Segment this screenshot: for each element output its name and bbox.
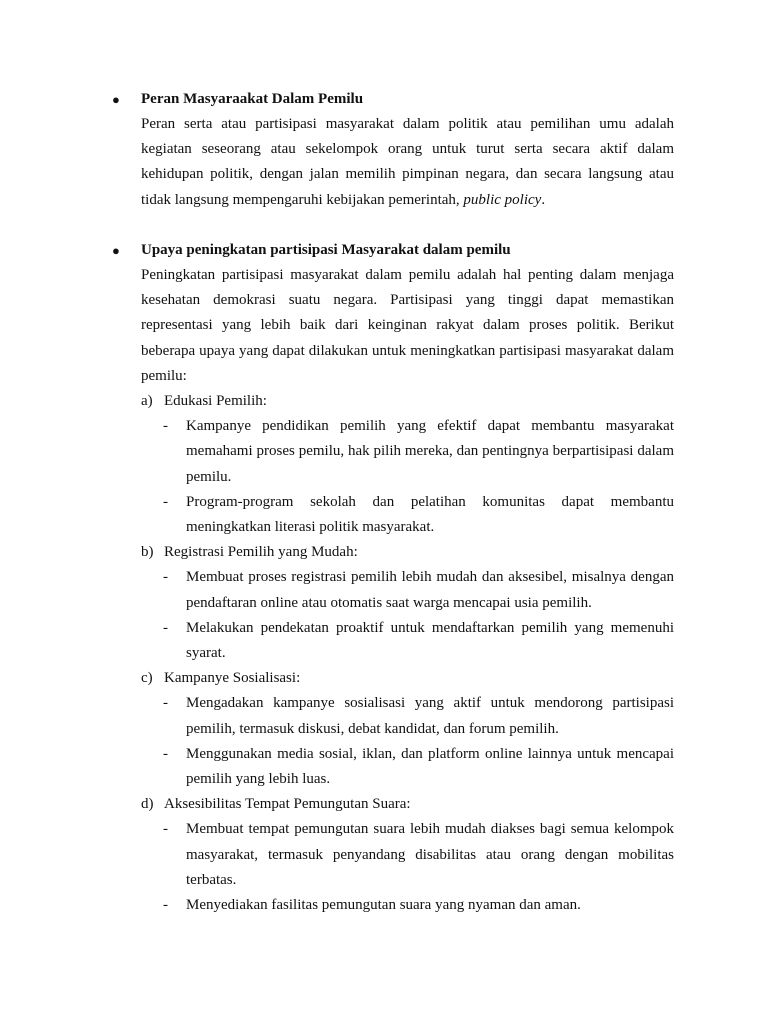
list-item-title: Kampanye Sosialisasi: (164, 670, 301, 687)
list-item-title: Aksesibilitas Tempat Pemungutan Suara: (164, 796, 411, 813)
list-marker: a) (141, 393, 153, 410)
sub-point-text: Membuat tempat pemungutan suara lebih mudah diakses bagi semua kelompok masyarakat, termasuk penyandang disabilitas atau orang dengan mobilitas terbatas. (186, 821, 674, 888)
sub-point (141, 817, 674, 893)
section-heading (112, 238, 674, 263)
sub-point-text: Membuat proses registrasi pemilih lebih mudah dan aksesibel, misalnya dengan pendaftaran online atau otomatis saat warga mencapai usia pemilih. (186, 569, 674, 611)
dash-marker: - (163, 695, 168, 712)
sub-point-text: Kampanye pendidikan pemilih yang efektif dapat membantu masyarakat memahami proses pemilu, hak pilih mereka, dan pentingnya berpartisipasi dalam pemilu. (186, 418, 674, 485)
sub-point (141, 742, 674, 792)
section-peran-masyarakat (112, 87, 674, 213)
list-marker: d) (141, 796, 154, 813)
bullet-icon: ● (112, 92, 120, 107)
dash-marker: - (163, 897, 168, 914)
sub-point (141, 565, 674, 615)
list-marker: b) (141, 544, 154, 561)
sub-point-text: Mengadakan kampanye sosialisasi yang aktif untuk mendorong partisipasi pemilih, termasuk diskusi, debat kandidat, dan forum pemilih. (186, 695, 674, 737)
list-marker: c) (141, 670, 153, 687)
dash-marker: - (163, 569, 168, 586)
sub-point (141, 414, 674, 490)
paragraph-end: . (541, 191, 546, 208)
list-item (141, 666, 674, 691)
dash-marker: - (163, 745, 168, 762)
italic-term: public policy (463, 191, 542, 208)
section-paragraph (141, 112, 674, 213)
heading-text: Peran Masyaraakat Dalam Pemilu (141, 91, 364, 107)
list-item-title: Registrasi Pemilih yang Mudah: (164, 544, 358, 561)
sub-point (141, 490, 674, 540)
sub-point (141, 691, 674, 741)
dash-marker: - (163, 619, 168, 636)
list-item (141, 389, 674, 414)
list-item-title: Edukasi Pemilih: (164, 393, 267, 410)
dash-marker: - (163, 821, 168, 838)
paragraph-text: Peran serta atau partisipasi masyarakat dalam politik atau pemilihan umu adalah kegiatan seseorang atau sekelompok orang untuk turut serta secara aktif dalam kehidupan politik, dengan jalan memilih pimpinan negara, dan secara langsung atau tidak langsung mempengaruhi kebijakan pemerintah, (141, 116, 674, 208)
dash-marker: - (163, 493, 168, 510)
bullet-icon: ● (112, 243, 120, 258)
section-heading (112, 87, 674, 112)
sub-point-text: Program-program sekolah dan pelatihan komunitas dapat membantu meningkatkan literasi politik masyarakat. (186, 493, 674, 536)
sub-point-text: Melakukan pendekatan proaktif untuk mendaftarkan pemilih yang memenuhi syarat. (186, 619, 674, 662)
heading-text: Upaya peningkatan partisipasi Masyarakat dalam pemilu (141, 242, 511, 258)
sub-point (141, 893, 674, 918)
section-upaya-peningkatan (112, 238, 674, 918)
list-item (141, 540, 674, 565)
sub-point-text: Menyediakan fasilitas pemungutan suara yang nyaman dan aman. (186, 897, 581, 914)
sub-point (141, 616, 674, 666)
section-paragraph: Peningkatan partisipasi masyarakat dalam pemilu adalah hal penting dalam menjaga kesehatan demokrasi suatu negara. Partisipasi yang tinggi dapat memastikan representasi yang lebih baik dari keinginan rakyat dalam proses politik. Berikut beberapa upaya yang dapat dilakukan untuk meningkatkan partisipasi masyarakat dalam pemilu: (141, 267, 674, 384)
list-item (141, 792, 674, 817)
sub-point-text: Menggunakan media sosial, iklan, dan platform online lainnya untuk mencapai pemilih yang lebih luas. (186, 745, 674, 788)
dash-marker: - (163, 418, 168, 435)
effort-list (141, 389, 674, 918)
